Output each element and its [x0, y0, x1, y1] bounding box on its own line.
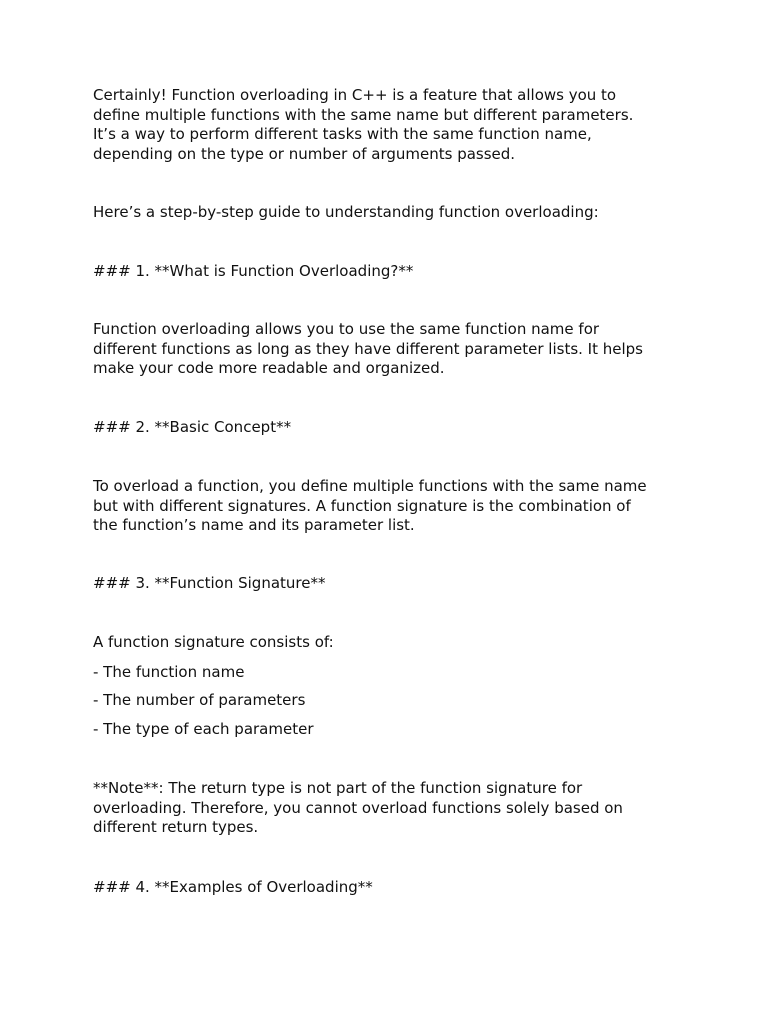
note-paragraph: **Note**: The return type is not part of the function signature for overloading. Therefore, you cannot overload functions solely based on different return types.: [93, 779, 623, 836]
list-item: - The function name: [93, 663, 245, 681]
section-1-heading: ### 1. **What is Function Overloading?**: [93, 262, 414, 280]
section-1-paragraph: Function overloading allows you to use the same function name for different functions as long as they have different parameter lists. It helps make your code more readable and organized.: [93, 320, 643, 377]
section-3-paragraph: A function signature consists of:: [93, 633, 334, 651]
section-2-paragraph: To overload a function, you define multiple functions with the same name but with different signatures. A function signature is the combination of the function’s name and its parameter list.: [93, 477, 647, 534]
guide-intro-paragraph: Here’s a step-by-step guide to understanding function overloading:: [93, 203, 599, 221]
list-item: - The type of each parameter: [93, 720, 314, 738]
section-4-heading: ### 4. **Examples of Overloading**: [93, 878, 373, 896]
list-item: - The number of parameters: [93, 691, 306, 709]
section-3-heading: ### 3. **Function Signature**: [93, 574, 326, 592]
intro-paragraph: Certainly! Function overloading in C++ is a feature that allows you to define multiple functions with the same name but different parameters. It’s a way to perform different tasks with the same function name, depending on the type or number of arguments passed.: [93, 86, 634, 163]
section-2-heading: ### 2. **Basic Concept**: [93, 418, 292, 436]
